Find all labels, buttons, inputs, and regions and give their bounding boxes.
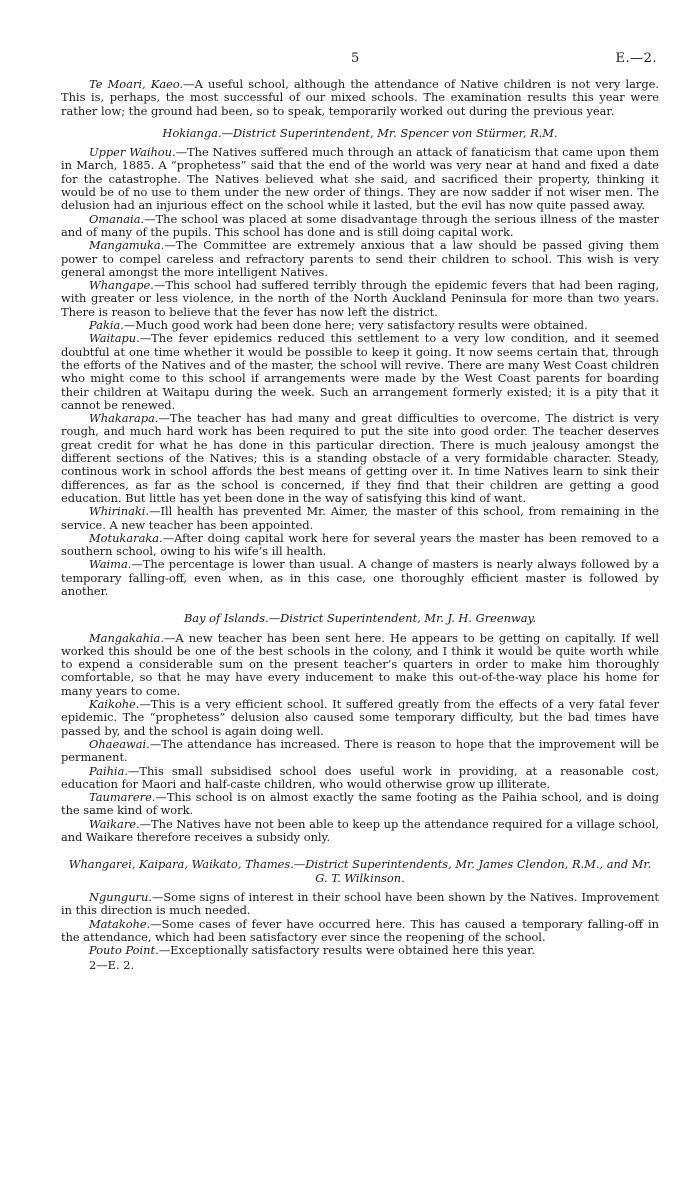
school-name: Ohaeawai. (89, 736, 150, 751)
report-text: —Some cases of fever have occurred here. This has caused a temporary falling-off in the attendance, which had been satisfactory ever since the reopening of the school. (61, 916, 659, 944)
school-name: Matakohe. (89, 916, 151, 931)
report-text: —Some signs of interest in their school have been shown by the Natives. Improvement in this direction is much needed. (61, 889, 659, 918)
school-name: Waikare. (89, 816, 140, 831)
report-text: —The Natives have not been able to keep up the attendance required for a village school, and Waikare therefore receives a subsidy only. (61, 816, 659, 845)
page-header (61, 52, 659, 78)
report-text: —The school was placed at some disadvantage through the serious illness of the master and of many of the pupils. This school has done and is still doing capital work. (61, 211, 659, 239)
school-report-paragraph (61, 765, 659, 792)
report-text: —This is a very efficient school. It suffered greatly from the effects of a very fatal fever epidemic. The “prophetess” delusion also caused some temporary difficulty, but the bad times have passed by, and the school is again doing well. (61, 697, 659, 738)
school-report-paragraph (61, 78, 659, 118)
report-text: —The Committee are extremely anxious that a law should be passed giving them power to compel careless and refractory parents to send their children to school. This wish is very general amongst the more intelligent Natives. (61, 238, 659, 279)
printer-signature: 2—E. 2. (89, 958, 135, 973)
school-name: Motukaraka. (89, 530, 163, 545)
school-report-paragraph (61, 698, 659, 738)
school-name: Upper Waihou. (89, 145, 176, 160)
report-text: —The teacher has had many and great difficulties to overcome. The district is very rough, and much hard work has been required to put the site into good order. The teacher deserves great credit for what he has done in this particular direction. There is much jealousy amongst the different sections of the Natives; this is a standing obstacle of a very formidable character. Steady, continous work in school affords the best means of getting over it. In time Natives learn to sink their differences, as far as the school is concerned, if they find that their children are getting a good education. But little has yet been done in the way of satisfying this kind of want. (61, 411, 659, 505)
school-name: Paihia. (89, 763, 128, 778)
school-name: Whakarapa. (89, 411, 159, 426)
section-heading: Hokianga.—District Superintendent, Mr. Spencer von Stürmer, R.M. (162, 125, 558, 140)
report-text: —A new teacher has been sent here. He appears to be getting on capitally. If well worked this should be one of the best schools in the colony, and I think it would be quite worth while to expend a considerable sum on the present teacher’s quarters in order to make him thoroughly comfortable, so that he may have every inducement to make this out-of-the-way place his home for many years to come. (61, 630, 659, 698)
school-report-paragraph (61, 918, 659, 945)
school-name: Waima. (89, 557, 132, 572)
school-name: Taumarere. (89, 790, 156, 805)
school-report-paragraph (61, 146, 659, 212)
section-heading: Bay of Islands.—District Superintendent, Mr. J. H. Greenway. (183, 611, 537, 626)
school-name: Pakia. (89, 318, 124, 333)
school-report-paragraph (61, 738, 659, 765)
school-name: Mangamuka. (89, 238, 165, 253)
school-report-paragraph (61, 632, 659, 698)
school-name: Whangape. (89, 278, 154, 293)
report-text: —Exceptionally satisfactory results were obtained here this year. (158, 943, 536, 958)
school-report-paragraph (61, 412, 659, 505)
school-report-paragraph (61, 332, 659, 412)
report-text: —This school is on almost exactly the same footing as the Paihia school, and is doing the same kind of work. (61, 790, 659, 818)
report-text: —The Natives suffered much through an attack of fanaticism that came upon them in March, 1885. A “prophetess” said that the end of the world was very near at hand and fixed a date for the catastrophe. The Natives believed what she said, and sacrificed their property, thinking it would be of no use to them under the new order of things. They are now sadder if not wiser men. The delusion had an injurious effect on the school while it lasted, but the evil has now quite passed away. (61, 145, 659, 213)
school-name: Waitapu. (89, 331, 140, 346)
school-report-paragraph (61, 818, 659, 845)
document-reference: E.—2. (615, 51, 657, 66)
report-text: —A useful school, although the attendance of Native children is not very large. This is, perhaps, the most successful of our mixed schools. The examination results this year were rather low; the ground had been, so to speak, temporarily worked out during the previous year. (61, 77, 659, 118)
school-name: Te Moari, Kaeo. (89, 77, 184, 91)
school-name: Kaikohe. (89, 697, 140, 712)
school-name: Mangakahia. (89, 630, 164, 645)
school-name: Omanaia. (89, 211, 145, 226)
school-report-paragraph (61, 791, 659, 818)
school-report-paragraph (61, 213, 659, 240)
report-text: —This school had suffered terribly through the epidemic fevers that had been raging, with greater or less violence, in the north of the North Auckland Peninsula for more than two years. There is reason to believe that the fever has now left the district. (61, 278, 659, 319)
report-text: —After doing capital work here for several years the master has been removed to a southern school, owing to his wife’s ill health. (61, 530, 659, 559)
report-text: —The attendance has increased. There is reason to hope that the improvement will be permanent. (61, 736, 659, 765)
school-name: Pouto Point. (89, 943, 159, 958)
page-number: 5 (351, 51, 360, 66)
school-report-paragraph (61, 505, 659, 532)
school-name: Whirinaki. (89, 504, 150, 519)
school-name: Ngunguru. (89, 889, 152, 904)
report-text: —This small subsidised school does useful work in providing, at a reasonable cost, education for Maori and half-caste children, who would otherwise grow up illiterate. (61, 763, 659, 791)
report-body (61, 78, 659, 957)
report-text: —Much good work had been done here; very satisfactory results were obtained. (123, 318, 588, 333)
school-report-paragraph (61, 558, 659, 598)
school-report-paragraph (61, 891, 659, 918)
report-text: —Ill health has prevented Mr. Aimer, the master of this school, from remaining in the service. A new teacher has been appointed. (61, 504, 659, 532)
school-report-paragraph (61, 532, 659, 559)
school-report-paragraph (61, 279, 659, 319)
report-text: —The fever epidemics reduced this settlement to a very low condition, and it seemed doubtful at one time whether it would be possible to keep it going. It now seems certain that, through the efforts of the Natives and of the master, the school will revive. There are many West Coast children who might come to this school if arrangements were made by the West Coast parents for boarding their children at Waitapu during the week. Such an arrangement formerly existed; it is a pity that it cannot be renewed. (61, 331, 659, 412)
school-report-paragraph (61, 319, 659, 332)
school-report-paragraph (61, 944, 659, 957)
section-heading: Whangarei, Kaipara, Waikato, Thames.—District Superintendents, Mr. James Clendon, R.M., and Mr. G. T. Wilkinson. (68, 857, 652, 885)
report-text: —The percentage is lower than usual. A change of masters is nearly always followed by a temporary falling-off, even when, as in this case, one thoroughly efficient master is followed by another. (61, 557, 659, 598)
school-report-paragraph (61, 239, 659, 279)
